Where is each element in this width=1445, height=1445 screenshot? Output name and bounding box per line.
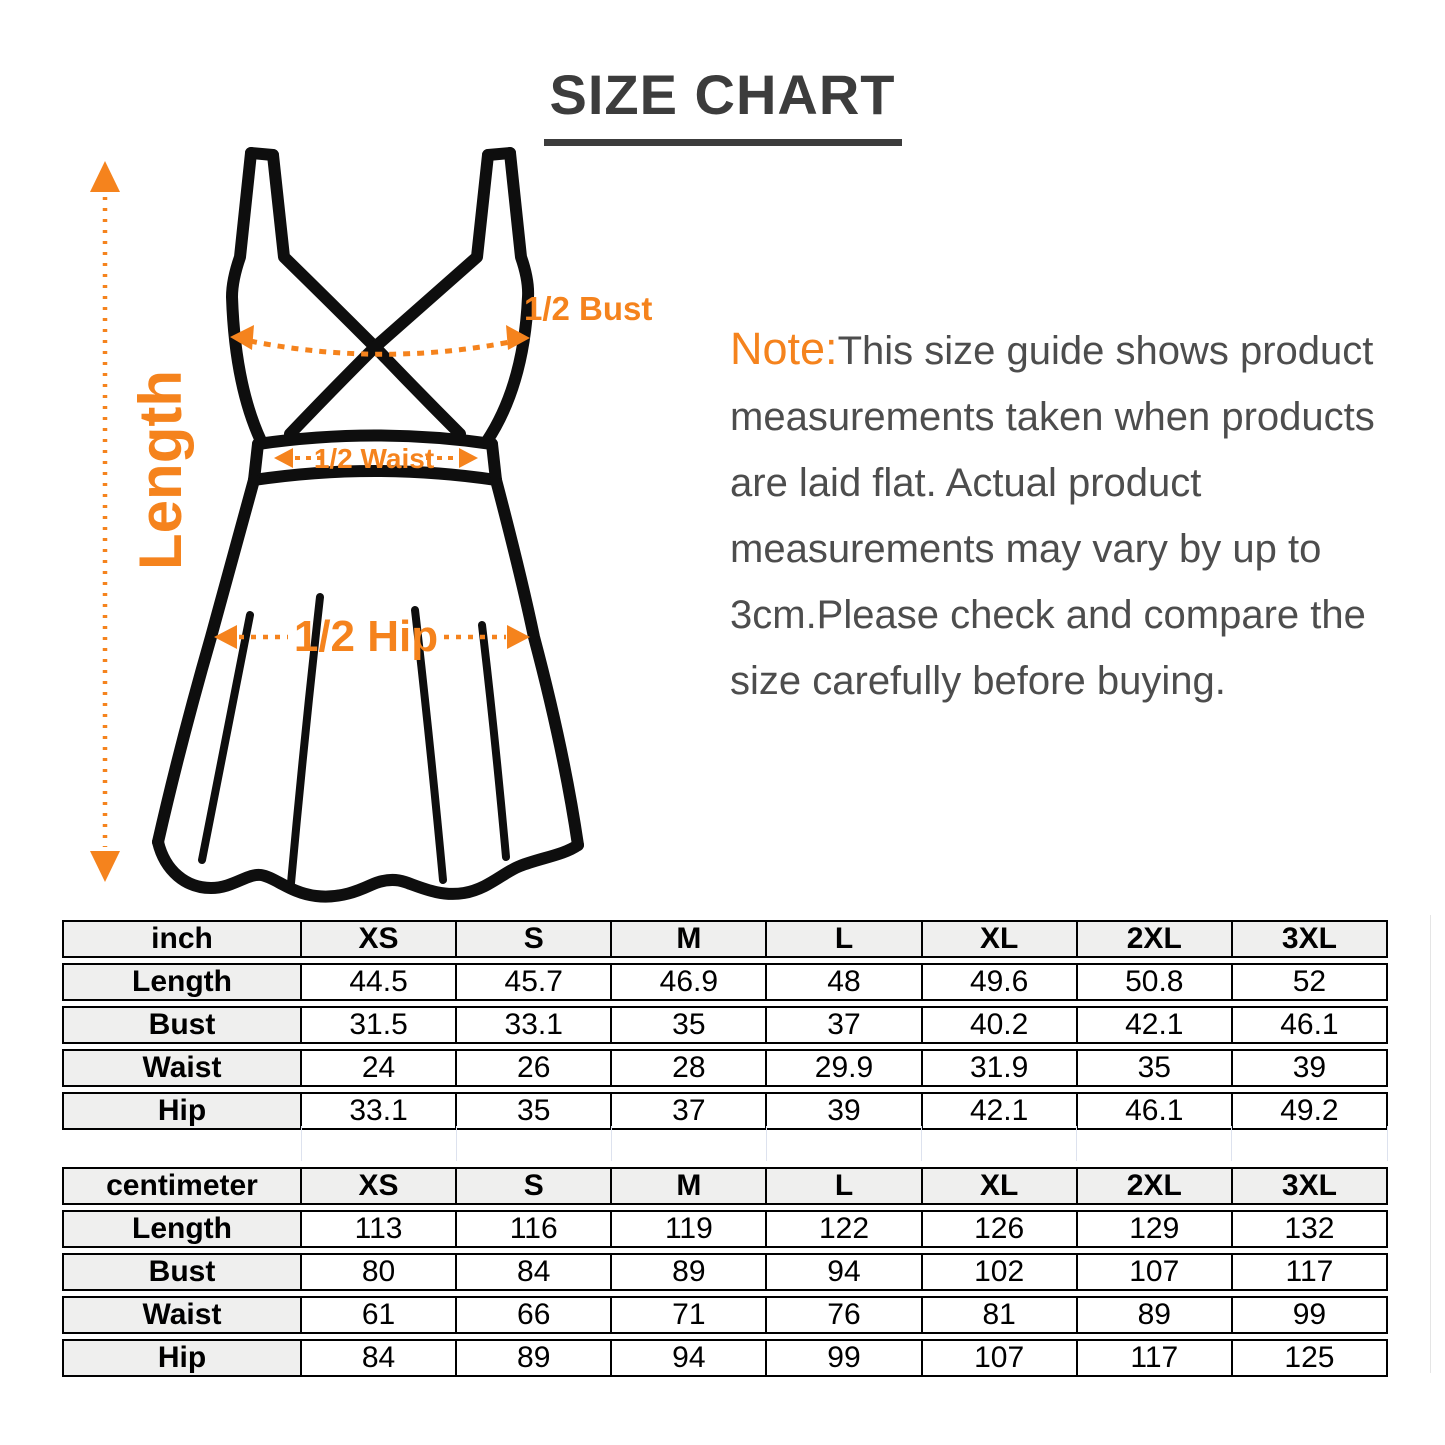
table-gap-gridlines [62, 1126, 1388, 1161]
title-bar [0, 62, 1445, 146]
note-label: Note: [730, 323, 838, 374]
waist-label: 1/2 Waist [313, 443, 435, 474]
unit-header: inch [62, 920, 302, 958]
size-value: 48 [767, 963, 922, 1001]
size-value: 46.9 [612, 963, 767, 1001]
size-value: 45.7 [457, 963, 612, 1001]
excel-gridline [1430, 915, 1431, 1373]
size-value: 46.1 [1078, 1092, 1233, 1130]
size-table-inch [62, 915, 1388, 1135]
size-value: 50.8 [1078, 963, 1233, 1001]
col-header: 2XL [1078, 920, 1233, 958]
col-header: L [767, 1167, 922, 1205]
size-value: 125 [1233, 1339, 1388, 1377]
table-row [62, 963, 1388, 1001]
note-body: This size guide shows product measurements taken when products are laid flat. Actual product measurements may vary by up to 3cm.Please check and compare the size carefully before buying. [730, 329, 1375, 703]
size-value: 39 [767, 1092, 922, 1130]
bust-label: 1/2 Bust [524, 290, 653, 327]
col-header: 3XL [1233, 1167, 1388, 1205]
col-header: XL [923, 920, 1078, 958]
size-value: 24 [302, 1049, 457, 1087]
col-header: XL [923, 1167, 1078, 1205]
size-value: 42.1 [1078, 1006, 1233, 1044]
col-header: 2XL [1078, 1167, 1233, 1205]
size-value: 102 [923, 1253, 1078, 1291]
row-label: Length [62, 1210, 302, 1248]
size-value: 116 [457, 1210, 612, 1248]
col-header: XS [302, 920, 457, 958]
size-value: 129 [1078, 1210, 1233, 1248]
size-value: 61 [302, 1296, 457, 1334]
arrow-down-icon [90, 851, 120, 882]
size-table-centimeter [62, 1162, 1388, 1382]
table-row [62, 1049, 1388, 1087]
size-value: 49.6 [923, 963, 1078, 1001]
size-value: 35 [457, 1092, 612, 1130]
size-value: 52 [1233, 963, 1388, 1001]
table-row [62, 1210, 1388, 1248]
size-value: 31.5 [302, 1006, 457, 1044]
length-label: Length [126, 370, 194, 570]
size-value: 46.1 [1233, 1006, 1388, 1044]
size-value: 33.1 [457, 1006, 612, 1044]
page-title: SIZE CHART [544, 62, 902, 146]
size-value: 33.1 [302, 1092, 457, 1130]
unit-header: centimeter [62, 1167, 302, 1205]
size-value: 122 [767, 1210, 922, 1248]
size-value: 39 [1233, 1049, 1388, 1087]
dress-diagram [68, 145, 668, 915]
size-value: 66 [457, 1296, 612, 1334]
size-value: 132 [1233, 1210, 1388, 1248]
size-value: 119 [612, 1210, 767, 1248]
size-value: 35 [612, 1006, 767, 1044]
size-value: 107 [1078, 1253, 1233, 1291]
col-header: S [457, 920, 612, 958]
table-row [62, 1006, 1388, 1044]
size-value: 113 [302, 1210, 457, 1248]
dress-outline [158, 153, 578, 897]
size-value: 37 [767, 1006, 922, 1044]
row-label: Hip [62, 1092, 302, 1130]
col-header: 3XL [1233, 920, 1388, 958]
row-label: Length [62, 963, 302, 1001]
col-header: M [612, 920, 767, 958]
row-label: Bust [62, 1006, 302, 1044]
size-value: 37 [612, 1092, 767, 1130]
size-value: 42.1 [923, 1092, 1078, 1130]
arrow-up-icon [90, 161, 120, 192]
size-value: 89 [457, 1339, 612, 1377]
col-header: S [457, 1167, 612, 1205]
size-value: 126 [923, 1210, 1078, 1248]
col-header: XS [302, 1167, 457, 1205]
size-value: 29.9 [767, 1049, 922, 1087]
col-header: M [612, 1167, 767, 1205]
col-header: L [767, 920, 922, 958]
size-value: 99 [1233, 1296, 1388, 1334]
arrow-left-icon [274, 448, 293, 468]
row-label: Hip [62, 1339, 302, 1377]
row-label: Waist [62, 1296, 302, 1334]
size-value: 84 [457, 1253, 612, 1291]
size-value: 84 [302, 1339, 457, 1377]
size-value: 94 [767, 1253, 922, 1291]
size-value: 31.9 [923, 1049, 1078, 1087]
length-arrow [90, 161, 120, 882]
size-value: 35 [1078, 1049, 1233, 1087]
size-value: 26 [457, 1049, 612, 1087]
product-note [730, 316, 1410, 714]
size-value: 117 [1233, 1253, 1388, 1291]
size-value: 44.5 [302, 963, 457, 1001]
size-value: 71 [612, 1296, 767, 1334]
size-value: 49.2 [1233, 1092, 1388, 1130]
size-value: 94 [612, 1339, 767, 1377]
size-value: 89 [1078, 1296, 1233, 1334]
table-row [62, 1339, 1388, 1377]
size-value: 117 [1078, 1339, 1233, 1377]
row-label: Waist [62, 1049, 302, 1087]
table-row [62, 1296, 1388, 1334]
table-row [62, 1253, 1388, 1291]
size-value: 81 [923, 1296, 1078, 1334]
size-value: 99 [767, 1339, 922, 1377]
arrow-right-icon [459, 448, 478, 468]
row-label: Bust [62, 1253, 302, 1291]
table-header-row [62, 1167, 1388, 1205]
table-row [62, 1092, 1388, 1130]
hip-label: 1/2 Hip [293, 612, 439, 661]
size-value: 40.2 [923, 1006, 1078, 1044]
size-value: 80 [302, 1253, 457, 1291]
size-value: 107 [923, 1339, 1078, 1377]
size-value: 28 [612, 1049, 767, 1087]
size-value: 89 [612, 1253, 767, 1291]
table-header-row [62, 920, 1388, 958]
size-value: 76 [767, 1296, 922, 1334]
